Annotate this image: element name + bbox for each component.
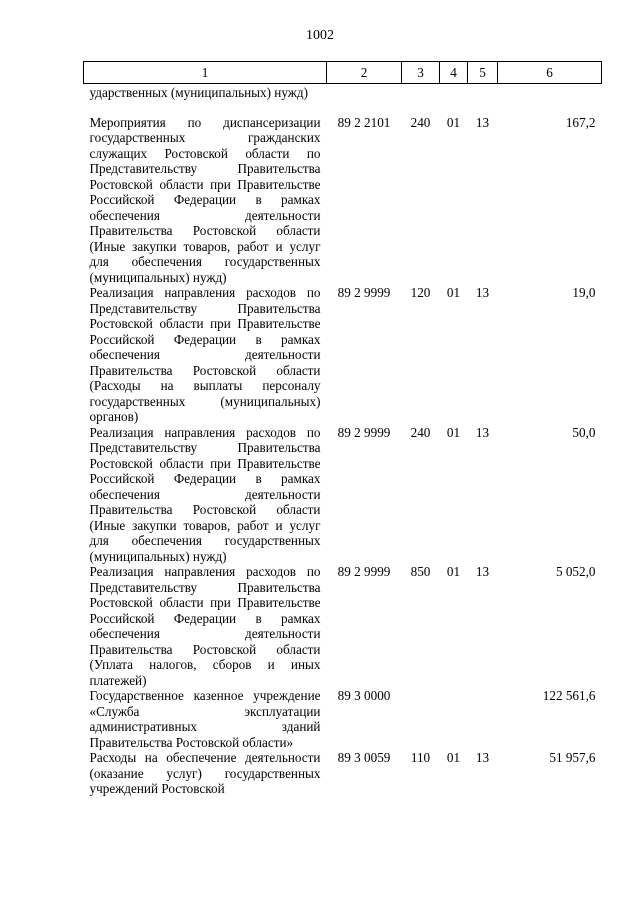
- row-vr: [402, 688, 440, 750]
- table-row: [84, 425, 602, 565]
- row-name: Государственное казенное учреждение «Служба эксплуатации административных зданий Правительства Ростовской области»: [89, 688, 321, 750]
- row-pr: 13: [475, 564, 490, 579]
- row-vr: [402, 84, 440, 115]
- row-rz: 01: [446, 750, 461, 765]
- row-pr: [468, 688, 498, 750]
- row-name: Расходы на обеспечение деятельности (оказание услуг) государственных учреждений Ростовской: [89, 750, 321, 796]
- row-name: ударственных (муниципальных) нужд): [89, 85, 308, 100]
- row-csr: 89 2 9999: [337, 564, 391, 579]
- row-vr: 120: [410, 285, 431, 300]
- row-csr: [327, 84, 402, 115]
- budget-table: [83, 61, 602, 797]
- row-sum: 19,0: [572, 285, 596, 300]
- table-row: [84, 688, 602, 750]
- row-name: Реализация направления расходов по Представительству Правительства Ростовской области при Правительстве Российской Федерации в рамках обеспечения деятельности Правительства Ростовской области (Расходы на выплаты персоналу государственных (муниципальных) органов): [89, 285, 321, 424]
- table-row: [84, 84, 602, 115]
- row-rz: 01: [446, 114, 461, 130]
- row-vr: 850: [410, 564, 431, 579]
- row-sum: [498, 84, 602, 115]
- table-row: [84, 115, 602, 286]
- row-sum: 167,2: [565, 114, 596, 130]
- row-rz: 01: [446, 564, 461, 579]
- page-number: 1002: [306, 28, 334, 43]
- table-row: [84, 285, 602, 425]
- row-pr: 13: [475, 750, 490, 765]
- row-sum: 122 561,6: [542, 688, 596, 703]
- column-header-6: 6: [498, 62, 602, 84]
- row-csr: 89 2 9999: [337, 424, 391, 440]
- row-rz: 01: [446, 285, 461, 300]
- row-pr: [468, 84, 498, 115]
- row-pr: 13: [475, 285, 490, 300]
- row-pr: 13: [475, 114, 490, 130]
- row-rz: 01: [446, 424, 461, 440]
- column-header-3: 3: [402, 62, 440, 84]
- column-header-4: 4: [440, 62, 468, 84]
- row-vr: 240: [410, 424, 431, 440]
- row-sum: 50,0: [572, 424, 596, 440]
- table-row: [84, 564, 602, 688]
- row-sum: 51 957,6: [549, 750, 596, 765]
- row-sum: 5 052,0: [555, 564, 596, 579]
- column-header-1: 1: [84, 62, 327, 84]
- row-name: Реализация направления расходов по Представительству Правительства Ростовской области при Правительстве Российской Федерации в рамках обеспечения деятельности Правительства Ростовской области (Иные закупки товаров, работ и услуг для обеспечения государственных (муниципальных) нужд): [89, 424, 321, 564]
- table-header-row: [84, 62, 602, 84]
- row-csr: 89 3 0000: [337, 688, 391, 703]
- table-row: [84, 750, 602, 797]
- row-csr: 89 2 9999: [337, 285, 391, 300]
- row-name: Реализация направления расходов по Представительству Правительства Ростовской области при Правительстве Российской Федерации в рамках обеспечения деятельности Правительства Ростовской области (Уплата налогов, сборов и иных платежей): [89, 564, 321, 688]
- row-name: Мероприятия по диспансеризации государственных гражданских служащих Ростовской области по Представительству Правительства Ростовской области при Правительстве Российской Федерации в рамках обеспечения деятельности Правительства Ростовской области (Иные закупки товаров, работ и услуг для обеспечения государственных (муниципальных) нужд): [89, 114, 321, 285]
- column-header-2: 2: [327, 62, 402, 84]
- row-pr: 13: [475, 424, 490, 440]
- row-vr: 110: [410, 750, 431, 765]
- column-header-5: 5: [468, 62, 498, 84]
- row-rz: [440, 84, 468, 115]
- row-vr: 240: [410, 114, 431, 130]
- row-rz: [440, 688, 468, 750]
- row-csr: 89 2 2101: [337, 114, 391, 130]
- row-csr: 89 3 0059: [337, 750, 391, 765]
